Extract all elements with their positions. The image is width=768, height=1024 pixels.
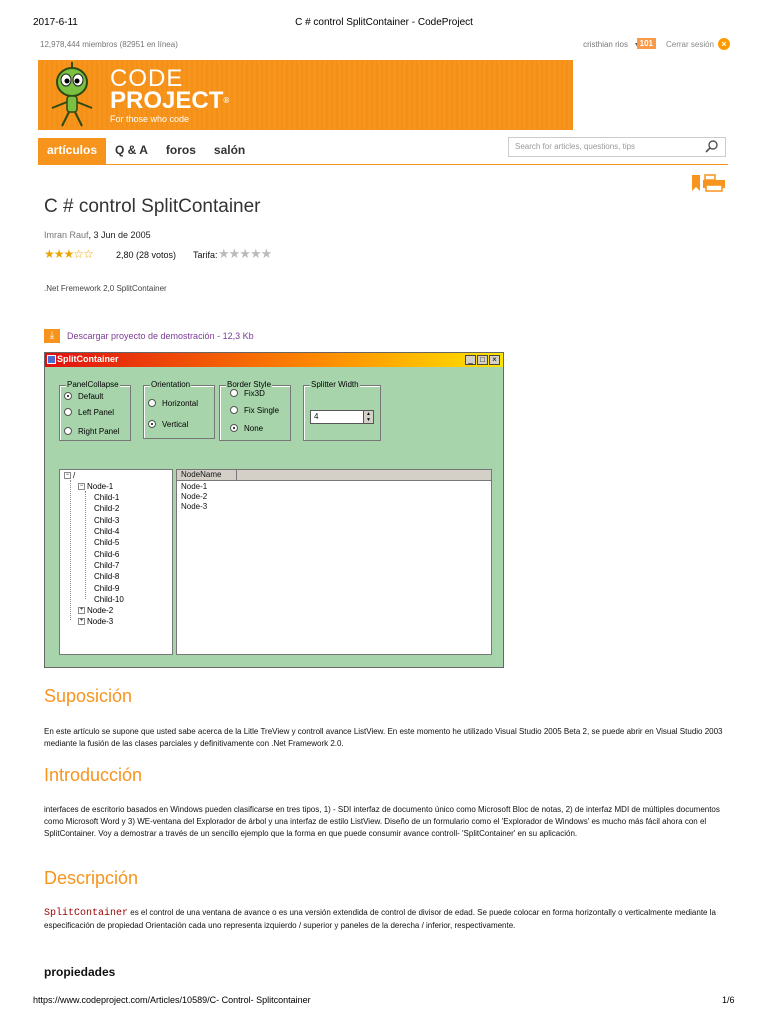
- nav-item-qa[interactable]: Q & A: [115, 143, 148, 157]
- radio-vertical: Vertical: [148, 420, 188, 429]
- tree-child: Child-5: [94, 538, 120, 547]
- list-item: Node-2: [181, 492, 208, 501]
- print-doc-title: C # control SplitContainer - CodeProject: [295, 17, 473, 28]
- nav-item-forums[interactable]: foros: [165, 143, 196, 157]
- radio-fix3d: Fix3D: [230, 389, 265, 398]
- download-icon[interactable]: ⤓: [44, 329, 60, 343]
- logo-code-text: CODE: [110, 65, 184, 92]
- tree-child: Child-4: [94, 527, 120, 536]
- close-icon[interactable]: ×: [718, 38, 730, 50]
- tree-child: Child-6: [94, 550, 120, 559]
- subsection-title: propiedades: [44, 965, 116, 979]
- reputation-badge[interactable]: 101: [637, 38, 656, 49]
- inline-code: SplitContainer: [44, 908, 129, 919]
- list-column-header: NodeName: [177, 470, 237, 481]
- tree-child: Child-3: [94, 516, 120, 525]
- logo-project-text: PROJECT®: [110, 87, 230, 114]
- group-splitter-width: Splitter Width 4 ▲ ▼: [303, 385, 381, 441]
- radio-default: Default: [64, 392, 103, 401]
- list-item: Node-1: [181, 482, 208, 491]
- tree-child: Child-9: [94, 584, 120, 593]
- list-view: [176, 469, 492, 655]
- main-nav: [38, 138, 254, 164]
- tree-child: Child-10: [94, 595, 124, 604]
- logo-tagline: For those who code: [110, 114, 190, 124]
- section-text: SplitContainer es el control de una ventana de avance o es una versión extendida de control de divisor de edad. Se puede colocar en forma horizontally o verticalmente mediante la especificación de propiedad Orientación cada uno representa izquierdo / superior y paneles de la derecha / inferior, respectivamente.: [44, 908, 716, 930]
- search-input[interactable]: Search for articles, questions, tips: [508, 137, 726, 157]
- collapse-icon: −: [65, 472, 70, 479]
- tree-root: − /: [65, 471, 76, 480]
- app-title: SplitContainer: [57, 354, 119, 364]
- article-tags[interactable]: .Net Fremework 2,0 SplitContainer: [44, 284, 167, 293]
- group-border-style: Border Style Fix3D Fix Single None: [219, 385, 291, 441]
- group-orientation: Orientation Horizontal Vertical: [143, 385, 215, 439]
- member-count: 12,978,444 miembros (82951 en línea): [40, 40, 178, 49]
- tree-child: Child-1: [94, 493, 120, 502]
- radio-left-panel: Left Panel: [64, 408, 114, 417]
- search-icon[interactable]: [705, 139, 719, 153]
- section-text: En este artículo se supone que usted sabe acerca de la Litle TreView y controll avance ListView. En este momento he utilizado Visual Studio 2005 Beta 2, se puede abrir en Visual Studio 2003 mediante la fusión de las clases parciales y definitivamente con .Net Framework 2.0.: [44, 727, 723, 748]
- download-link[interactable]: Descargar proyecto de demostración - 12,3 Kb: [67, 331, 254, 341]
- tree-node: + Node-3: [79, 617, 114, 626]
- app-titlebar: [45, 353, 503, 367]
- tree-node: − Node-1: [79, 482, 114, 491]
- bookmark-print-icons[interactable]: [691, 174, 727, 192]
- radio-horizontal: Horizontal: [148, 399, 198, 408]
- rate-stars-input[interactable]: ★★★★★: [218, 246, 272, 261]
- byline: Imran Rauf, 3 Jun de 2005: [44, 230, 151, 240]
- tree-view: [59, 469, 173, 655]
- group-panel-collapse: PanelCollapse Default Left Panel Right Panel: [59, 385, 131, 441]
- app-window-icon: [47, 355, 56, 364]
- nav-item-articles[interactable]: artículos: [38, 138, 106, 164]
- expand-icon: +: [79, 607, 84, 614]
- rating-votes: 2,80 (28 votos): [116, 250, 177, 260]
- radio-right-panel: Right Panel: [64, 427, 119, 436]
- nav-item-lounge[interactable]: salón: [213, 143, 246, 157]
- print-date: 2017-6-11: [33, 17, 78, 28]
- app-screenshot: [44, 352, 504, 668]
- print-page: 1/6: [722, 995, 735, 1005]
- collapse-icon: −: [79, 483, 84, 490]
- bookmark-icon: [692, 175, 700, 191]
- section-title: Introducción: [44, 765, 143, 785]
- section-title: Descripción: [44, 868, 139, 888]
- close-icon: ×: [489, 355, 500, 365]
- expand-icon: +: [79, 618, 84, 625]
- section-text: interfaces de escritorio basados en Windows pueden clasificarse en tres tipos, 1) - SDI interfaz de documento único como Microsoft Bloc de notas, 2) de interfaz MDI de múltiples documentos como Microsoft Word y 3) WE-ventana del Explorador de árbol y una interfaz de estilo ListView. Diseño de un formulario como el 'Explorador de Windows' es mucho más fácil ahora con el SplitContainer. Voy a demostrar a través de un sencillo ejemplo que la forma en que puede consumir avance controll- 'SplitContainer' en su aplicación.: [44, 805, 720, 838]
- maximize-icon: □: [477, 355, 488, 365]
- stepper-arrows-icon: ▲ ▼: [363, 411, 373, 423]
- rate-label: Tarifa:: [193, 250, 218, 260]
- article-title: C # control SplitContainer: [44, 196, 261, 217]
- author-link[interactable]: Imran Rauf: [44, 230, 89, 240]
- list-item: Node-3: [181, 502, 208, 511]
- radio-none: None: [230, 424, 263, 433]
- logo-banner[interactable]: [38, 60, 573, 130]
- mascot-logo-icon: [42, 60, 102, 130]
- tree-child: Child-2: [94, 504, 120, 513]
- tree-child: Child-8: [94, 572, 120, 581]
- user-menu[interactable]: cristhian rios: [583, 40, 628, 49]
- print-url: https://www.codeproject.com/Articles/10589/C- Control- Splitcontainer: [33, 995, 311, 1005]
- nav-divider: [38, 164, 728, 165]
- minimize-icon: _: [465, 355, 476, 365]
- section-title: Suposición: [44, 686, 133, 706]
- rating-stars: ★★★☆☆: [44, 247, 93, 261]
- tree-node: + Node-2: [79, 606, 114, 615]
- tree-child: Child-7: [94, 561, 120, 570]
- splitter-width-stepper: 4 ▲ ▼: [310, 410, 374, 424]
- logout-link[interactable]: Cerrar sesión: [665, 40, 714, 49]
- radio-fix-single: Fix Single: [230, 406, 279, 415]
- top-bar: [40, 38, 730, 52]
